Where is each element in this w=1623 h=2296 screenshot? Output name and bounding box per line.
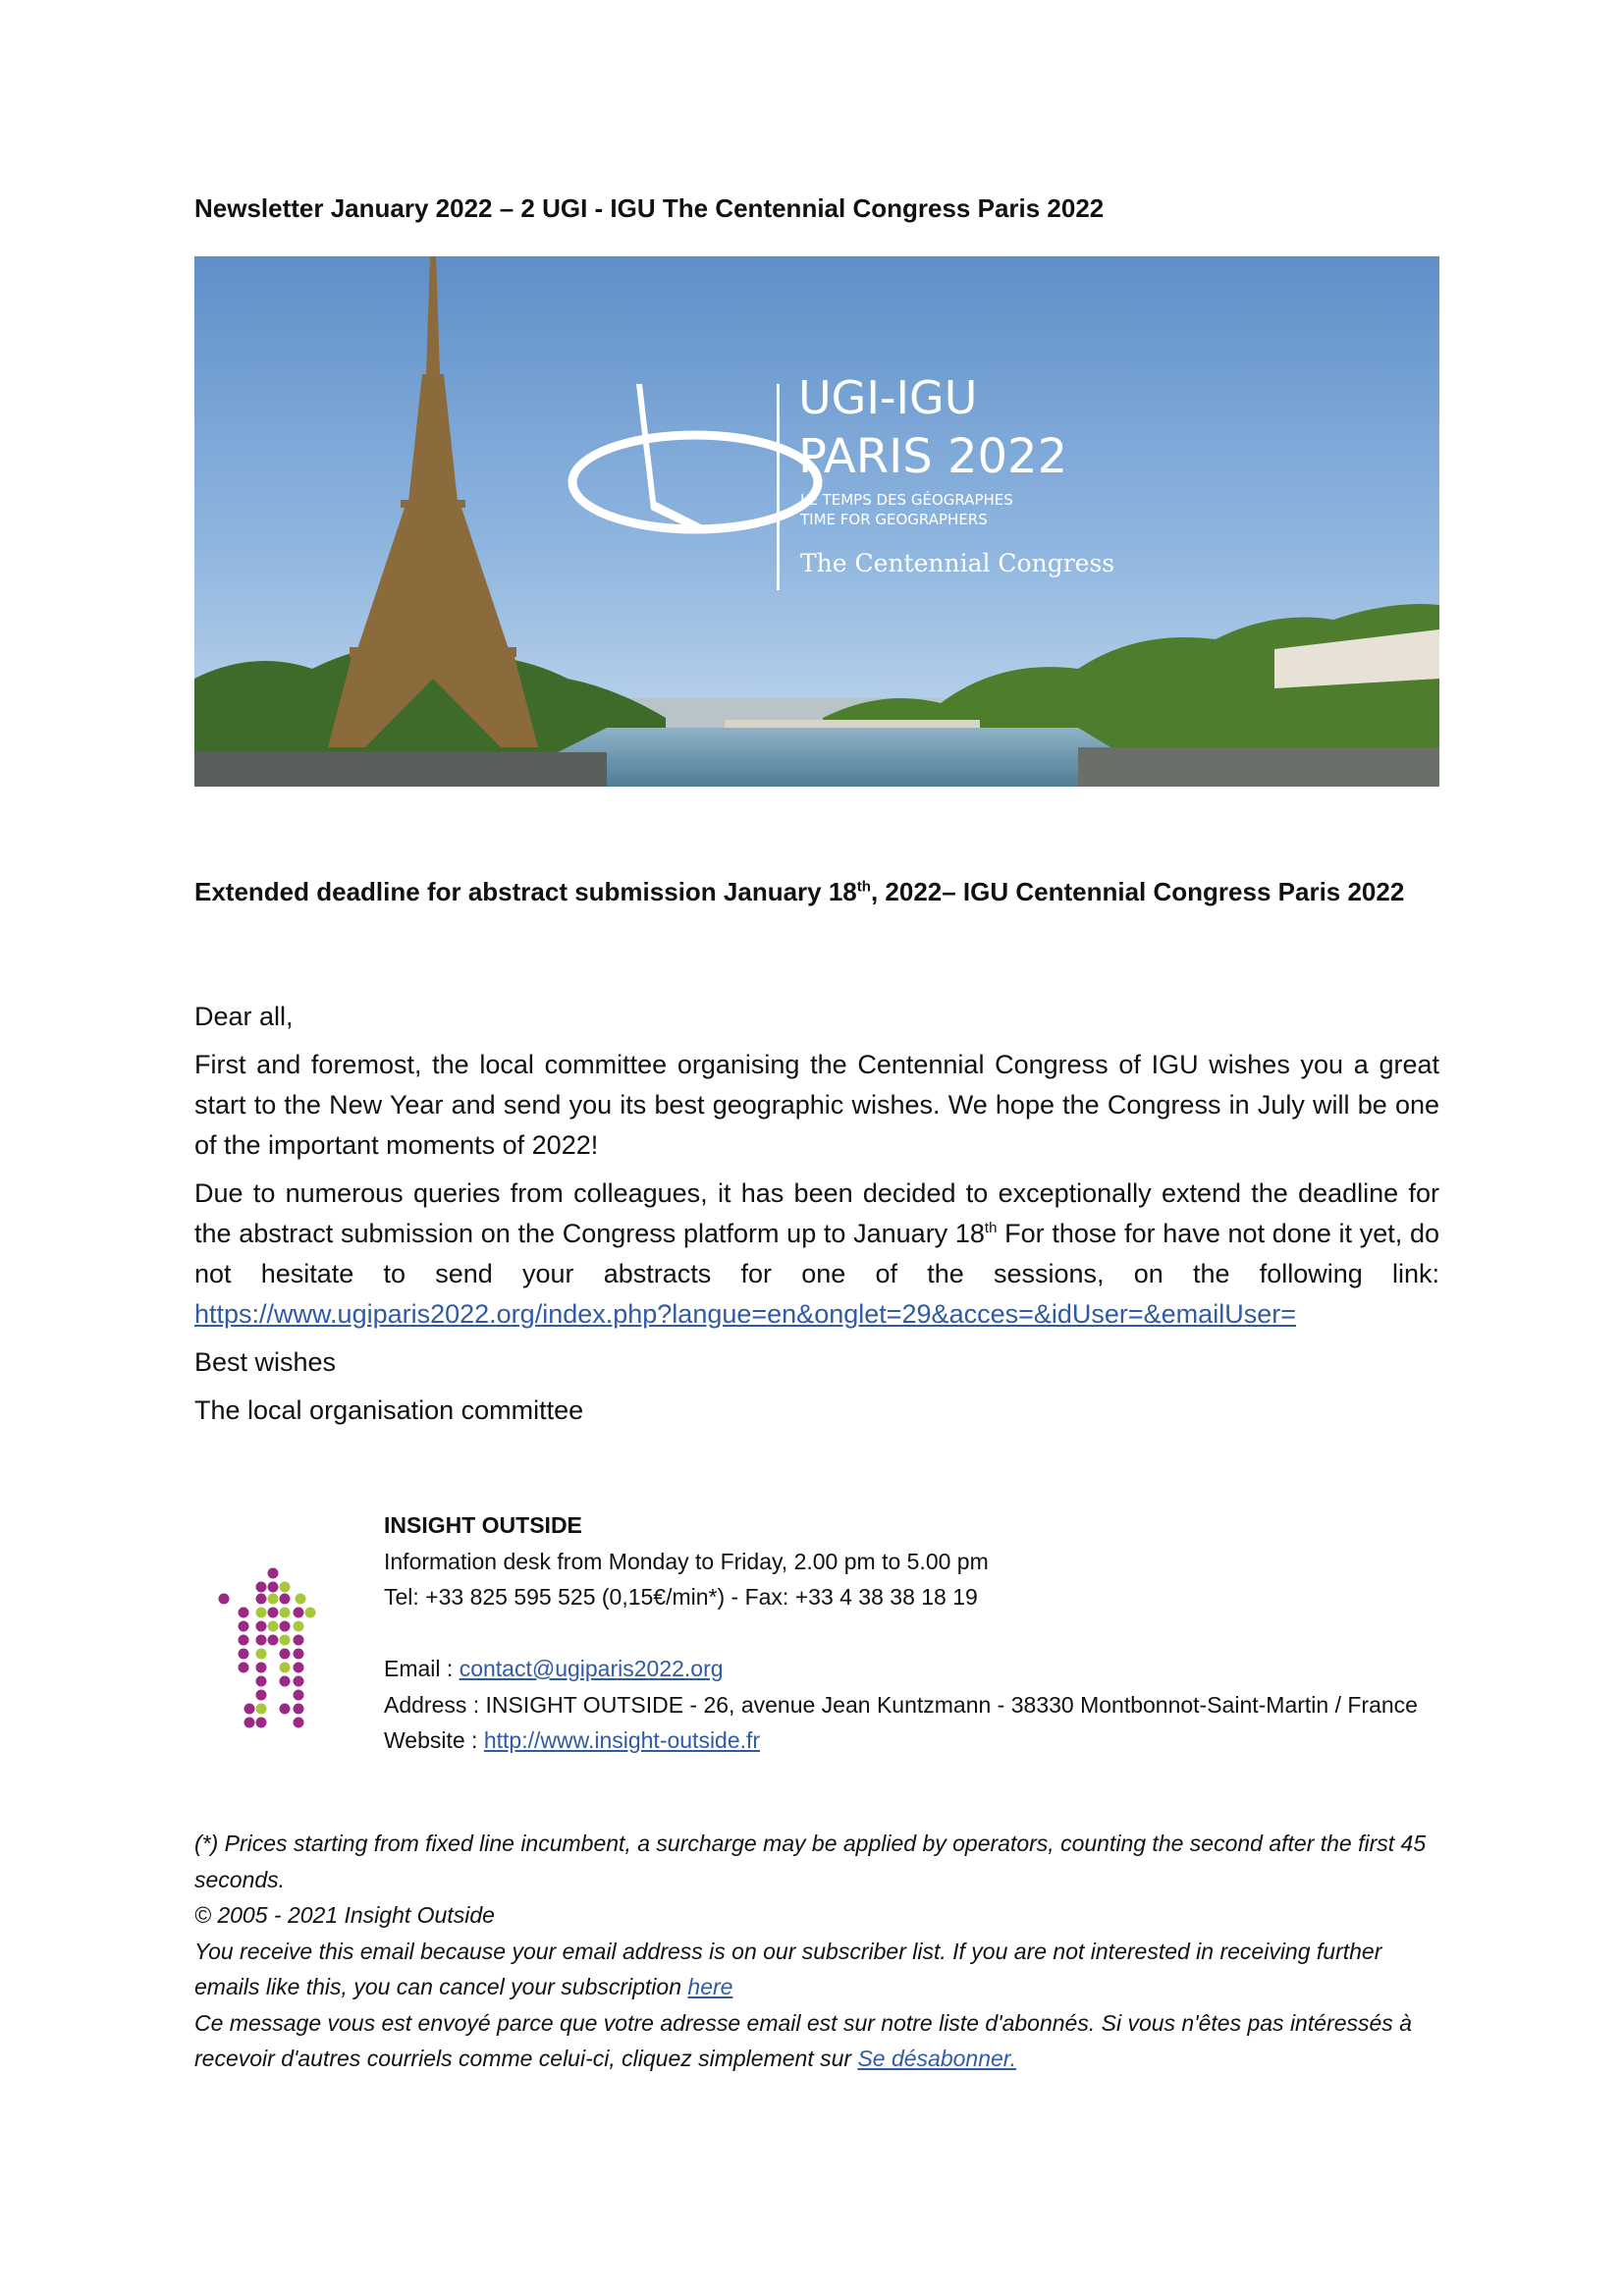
logo-dot bbox=[256, 1608, 267, 1618]
insight-outside-logo bbox=[214, 1561, 356, 1738]
logo-dot bbox=[268, 1621, 279, 1632]
logo-dot bbox=[280, 1663, 291, 1673]
email-label: Email : bbox=[384, 1656, 460, 1681]
logo-dot bbox=[294, 1608, 304, 1618]
logo-dot bbox=[280, 1621, 291, 1632]
unsubscribe-fr-text: Ce message vous est envoyé parce que votre adresse email est sur notre liste d'abonnés. Si vous n'êtes pas intéressés à recevoir d'autres courriels comme celui-ci, cliquez simplement sur bbox=[194, 2009, 1412, 2071]
logo-dot bbox=[239, 1649, 249, 1660]
logo-dot bbox=[296, 1594, 306, 1605]
unsubscribe-here-link[interactable]: here bbox=[687, 1974, 733, 1999]
newsletter-title: Newsletter January 2022 – 2 UGI - IGU The Centennial Congress Paris 2022 bbox=[194, 193, 1105, 223]
company-name: INSIGHT OUTSIDE bbox=[384, 1512, 582, 1538]
unsubscribe-fr-link[interactable]: Se désabonner. bbox=[857, 2046, 1017, 2071]
logo-dot bbox=[280, 1676, 291, 1687]
paragraph-deadline-pre: Due to numerous queries from colleagues, it has been decided to exceptionally extend the deadline for the abstract submission on the Congress platform up to January 18 bbox=[194, 1178, 1439, 1248]
banner-ugi-igu: UGI-IGU bbox=[798, 371, 978, 424]
unsubscribe-en-text: You receive this email because your email address is on our subscriber list. If you are not interested in receiving further emails like this, you can cancel your subscription bbox=[194, 1938, 1382, 1999]
paragraph-wishes: First and foremost, the local committee organising the Centennial Congress of IGU wishes you a great start to the New Year and send you its best geographic wishes. We hope the Congress in July will be one of the important moments of 2022! bbox=[194, 1050, 1439, 1160]
logo-dot bbox=[268, 1608, 279, 1618]
contact-block bbox=[384, 1507, 1444, 1759]
logo-dot bbox=[256, 1594, 267, 1605]
banner-time-for-geographers: TIME FOR GEOGRAPHERS bbox=[800, 511, 988, 528]
logo-dot bbox=[244, 1704, 255, 1715]
logo-dot bbox=[294, 1621, 304, 1632]
logo-dot bbox=[305, 1608, 316, 1618]
logo-dot bbox=[268, 1635, 279, 1646]
logo-dot bbox=[268, 1582, 279, 1593]
logo-dot bbox=[280, 1649, 291, 1660]
address: Address : INSIGHT OUTSIDE - 26, avenue Jean Kuntzmann - 38330 Montbonnot-Saint-Martin / France bbox=[384, 1691, 1418, 1718]
logo-dot bbox=[256, 1635, 267, 1646]
logo-dot bbox=[294, 1718, 304, 1728]
logo-dot bbox=[256, 1718, 267, 1728]
email-line bbox=[384, 1651, 1444, 1687]
logo-dot bbox=[280, 1704, 291, 1715]
logo-dot bbox=[280, 1635, 291, 1646]
logo-dot bbox=[294, 1635, 304, 1646]
logo-dot bbox=[268, 1568, 279, 1579]
info-hours: Information desk from Monday to Friday, 2.00 pm to 5.00 pm bbox=[384, 1548, 989, 1574]
logo-dot bbox=[256, 1582, 267, 1593]
logo-dot bbox=[256, 1690, 267, 1701]
closing: Best wishes bbox=[194, 1347, 337, 1377]
logo-dot bbox=[294, 1690, 304, 1701]
banner-image bbox=[194, 256, 1439, 787]
banner-centennial-congress: The Centennial Congress bbox=[800, 549, 1115, 577]
logo-dot bbox=[239, 1621, 249, 1632]
website-link[interactable]: http://www.insight-outside.fr bbox=[483, 1727, 761, 1753]
deadline-heading bbox=[194, 877, 1404, 907]
logo-dot bbox=[294, 1704, 304, 1715]
logo-dot bbox=[280, 1594, 291, 1605]
footer bbox=[194, 1826, 1439, 2077]
logo-dot bbox=[256, 1663, 267, 1673]
logo-dot bbox=[256, 1621, 267, 1632]
deadline-heading-pre: Extended deadline for abstract submission January 18 bbox=[194, 877, 857, 906]
logo-dot bbox=[268, 1594, 279, 1605]
logo-dot bbox=[294, 1649, 304, 1660]
deadline-heading-post: , 2022– IGU Centennial Congress Paris 2022 bbox=[870, 877, 1405, 906]
banner-paris-2022: PARIS 2022 bbox=[798, 429, 1068, 484]
letter-body bbox=[194, 997, 1439, 1439]
logo-dot bbox=[219, 1594, 230, 1605]
email-link[interactable]: contact@ugiparis2022.org bbox=[459, 1656, 724, 1681]
logo-dot bbox=[294, 1663, 304, 1673]
unsubscribe-en bbox=[194, 1934, 1439, 2005]
paragraph-deadline-sup: th bbox=[984, 1220, 998, 1236]
submission-link[interactable]: https://www.ugiparis2022.org/index.php?langue=en&onglet=29&acces=&idUser=&emailUser= bbox=[194, 1299, 1296, 1329]
website-label: Website : bbox=[384, 1727, 484, 1753]
logo-dot bbox=[294, 1676, 304, 1687]
website-line bbox=[384, 1722, 1444, 1759]
deadline-heading-sup: th bbox=[856, 878, 871, 896]
copyright: © 2005 - 2021 Insight Outside bbox=[194, 1902, 495, 1928]
logo-dot bbox=[280, 1608, 291, 1618]
greeting: Dear all, bbox=[194, 1002, 294, 1031]
logo-dot bbox=[239, 1663, 249, 1673]
banner-temps-geographes: LE TEMPS DES GÉOGRAPHES bbox=[800, 491, 1013, 509]
logo-dot bbox=[239, 1608, 249, 1618]
logo-dot bbox=[256, 1676, 267, 1687]
logo-dot bbox=[244, 1718, 255, 1728]
signature: The local organisation committee bbox=[194, 1395, 584, 1425]
logo-dot bbox=[239, 1635, 249, 1646]
phone-fax: Tel: +33 825 595 525 (0,15€/min*) - Fax: +33 4 38 38 18 19 bbox=[384, 1584, 978, 1610]
paragraph-deadline bbox=[194, 1174, 1439, 1335]
unsubscribe-fr bbox=[194, 2005, 1439, 2077]
logo-dot bbox=[256, 1649, 267, 1660]
pricing-note: (*) Prices starting from fixed line incumbent, a surcharge may be applied by operators, counting the second after the first 45 seconds. bbox=[194, 1831, 1427, 1892]
logo-dot bbox=[280, 1582, 291, 1593]
paragraph-deadline-post: For those for have not done it yet, do not hesitate to send your abstracts for one of the sessions, on the following link: bbox=[194, 1219, 1439, 1288]
logo-dot bbox=[256, 1704, 267, 1715]
